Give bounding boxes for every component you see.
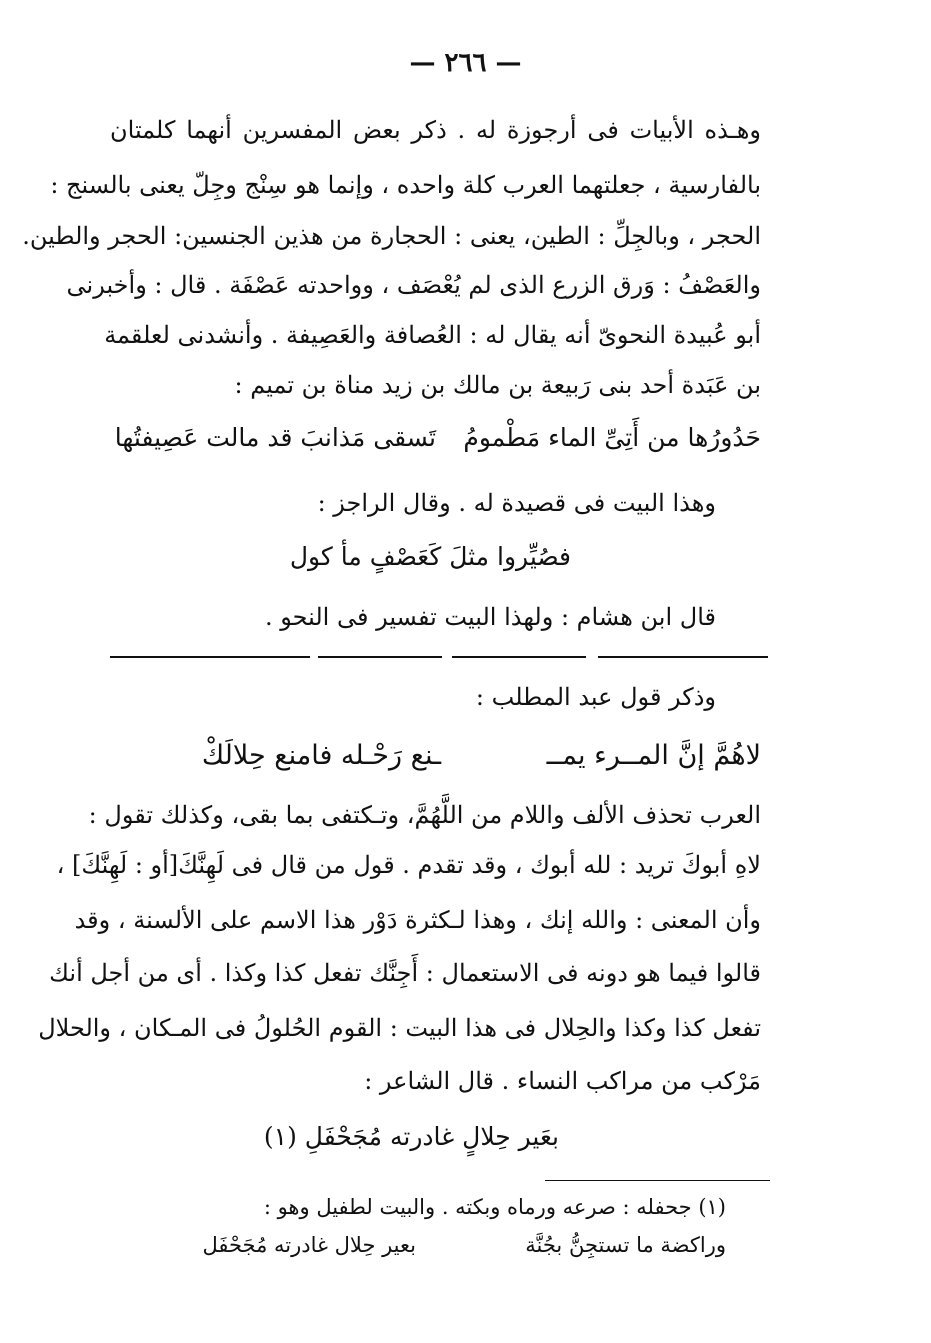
closing-line: قال ابن هشام : ولهذا البيت تفسير فى النحو . [264, 603, 716, 631]
verse-hemistich-right: لاهُمَّ إنَّ المــرء يمــ [546, 740, 761, 771]
paragraph-line: لاهِ أبوكَ تريد : لله أبوك ، وقد تقدم . قول من قال فى لَهِنَّكَ[أو : لَهِنَّكَ] ، [56, 851, 761, 879]
paragraph-line: وأن المعنى : والله إنك ، وهذا لـكثرة دَوْر هذا الاسم على الألسنة ، وقد [74, 906, 761, 934]
verse-rajaz: فصُيِّروا مثلَ كَعَصْفٍ مأ كول [289, 542, 571, 571]
paragraph-line: وهذا البيت فى قصيدة له . وقال الراجز : [317, 489, 716, 517]
verse-hemistich-left: ـنع رَحْـله فامنع حِلالَكْ [201, 740, 441, 771]
paragraph-line: وهـذه الأبيات فى أرجوزة له . ذكر بعض المفسرين أنهما كلمتان [110, 116, 761, 144]
verse-hemistich-right: تَسقى مَذانبَ قد مالت عَصِيفتُها [114, 423, 436, 452]
footnote-divider [545, 1180, 770, 1181]
page-number: — ٢٦٦ — [409, 48, 522, 78]
second-paragraph [22, 0, 761, 1100]
paragraph-line: العرب تحذف الألف واللام من اللَّهُمَّ، وتـكتفى بما بقى، وكذلك تقول : [88, 801, 761, 829]
paragraph-line: تفعل كذا وكذا والحِلال فى هذا البيت : القوم الحُلولُ فى المـكان ، والحلال [38, 1014, 761, 1042]
paragraph-line: مَرْكب من مراكب النساء . قال الشاعر : [364, 1067, 761, 1095]
verse-quoted: بعَير حِلالٍ غادرته مُجَحْفَلِ (١) [263, 1122, 559, 1151]
section2-intro: وذكر قول عبد المطلب : [475, 683, 716, 711]
paragraph-line: بالفارسية ، جعلتهما العرب كلة واحده ، وإنما هو سِنْج وجِلّ يعنى بالسنج : [50, 171, 761, 199]
paragraph-line: الحجر ، وبالجِلِّ : الطين، يعنى : الحجارة من هذين الجنسين: الحجر والطين. [22, 222, 761, 250]
footnote-verse-right: وراكضة ما تستجِنُّ بجُنَّة [525, 1233, 726, 1257]
paragraph-line: والعَصْفُ : وَرق الزرع الذى لم يُعْصَف ، وواحدته عَصْفَة . قال : وأخبرنى [66, 271, 761, 299]
verse-hemistich-left: حَدُورُها من أَتِىِّ الماء مَطْمومُ [463, 423, 761, 452]
footnote-verse-left: بعير حِلال غادرته مُجَحْفَل [202, 1233, 416, 1257]
paragraph-line: أبو عُبيدة النحوىّ أنه يقال له : العُصافة والعَصِيفة . وأنشدنى لعلقمة [104, 321, 761, 349]
paragraph-line: بن عَبَدة أحد بنى رَبيعة بن مالك بن زيد مناة بن تميم : [234, 371, 761, 399]
paragraph-line: قالوا فيما هو دونه فى الاستعمال : أَجِنَّك تفعل كذا وكذا . أى من أجل أنك [49, 959, 761, 987]
footnote-line: (١) جحفله : صرعه ورماه وبكته . والبيت لطفيل وهو : [263, 1195, 726, 1219]
